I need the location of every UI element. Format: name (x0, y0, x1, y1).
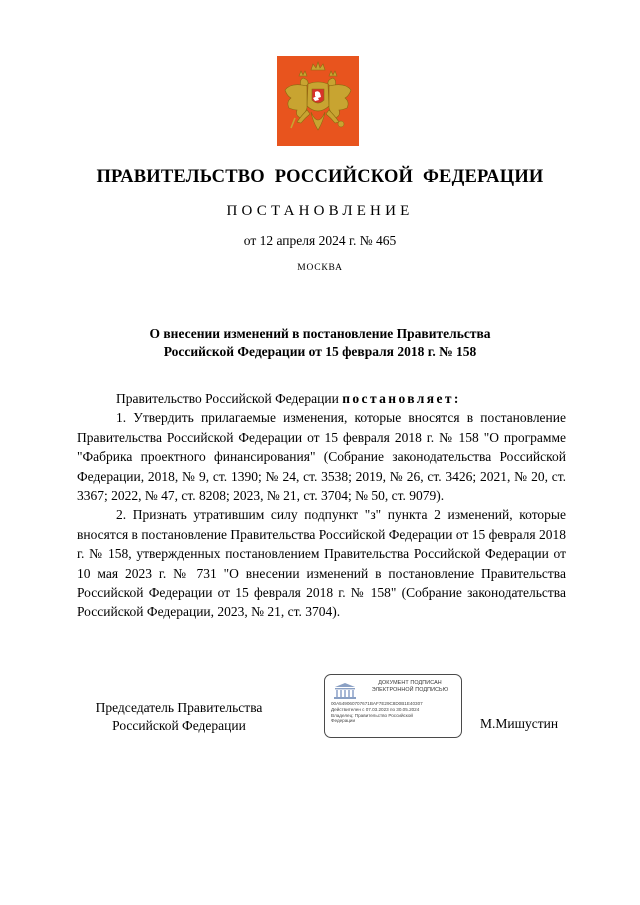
subject-line-2: Российской Федерации от 15 февраля 2018 г. № 158 (163, 344, 477, 359)
subject-line-1: О внесении изменений в постановление Правительства (149, 326, 491, 341)
signatory-name: М.Мишустин (480, 716, 559, 731)
decree-item-1: 1. Утвердить прилагаемые изменения, которые вносятся в постановление Правительства Российской Федерации от 15 февраля 2018 г. № 158 "О программе "Фабрика проектного финансирования" (Собрание законодательства Российской Федерации, 2018, № 9, ст. 1390; № 24, ст. 3538; 2019, № 26, ст. 3426; 2021, № 20, ст. 3367; 2022, № 47, ст. 8208; 2023, № 21, ст. 3704; № 50, ст. 9079). (77, 410, 566, 504)
decree-word: постановляет: (342, 391, 461, 406)
stamp-owner-line-1: Владелец: Правительство Российской (331, 712, 413, 718)
stamp-title-line-1: ДОКУМЕНТ ПОДПИСАН (378, 680, 442, 686)
government-seal-icon (331, 681, 359, 701)
stamp-title-line-2: ЭЛЕКТРОННОЙ ПОДПИСЬЮ (371, 687, 449, 693)
document-body (77, 389, 566, 622)
document-city: МОСКВА (297, 263, 343, 273)
document-date-number: от 12 апреля 2024 г. № 465 (243, 233, 397, 248)
decree-item-2: 2. Признать утратившим силу подпункт "з" пункта 2 изменений, которые вносятся в постановление Правительства Российской Федерации от 15 февраля 2018 г. № 158, утвержденных постановлением Правительства Российской Федерации от 10 мая 2023 г. № 731 "О внесении изменений в постановление Правительства Российской Федерации от 15 февраля 2018 г. № 158" (Собрание законодательства Российской Федерации, 2023, № 21, ст. 3704). (77, 507, 566, 620)
stamp-details (331, 701, 459, 724)
stamp-validity: Действителен с 07.03.2023 по 30.05.2024 (331, 706, 420, 712)
signatory-position (82, 699, 276, 735)
stamp-certificate: 00A549060707671BAF7E29C8D0B1E40307 (331, 701, 423, 706)
stamp-owner-line-2: Федерации (331, 718, 356, 724)
document-subject (0, 325, 640, 361)
intro-text: Правительство Российской Федерации (116, 391, 343, 406)
position-line-1: Председатель Правительства (95, 700, 263, 715)
government-title: ПРАВИТЕЛЬСТВО РОССИЙСКОЙ ФЕДЕРАЦИИ (96, 167, 544, 187)
electronic-signature-stamp (324, 674, 462, 738)
stamp-title (361, 680, 459, 694)
position-line-2: Российской Федерации (112, 718, 246, 733)
document-type: ПОСТАНОВЛЕНИЕ (226, 203, 414, 219)
russian-coat-of-arms-icon (277, 56, 359, 146)
decree-intro (77, 389, 566, 408)
